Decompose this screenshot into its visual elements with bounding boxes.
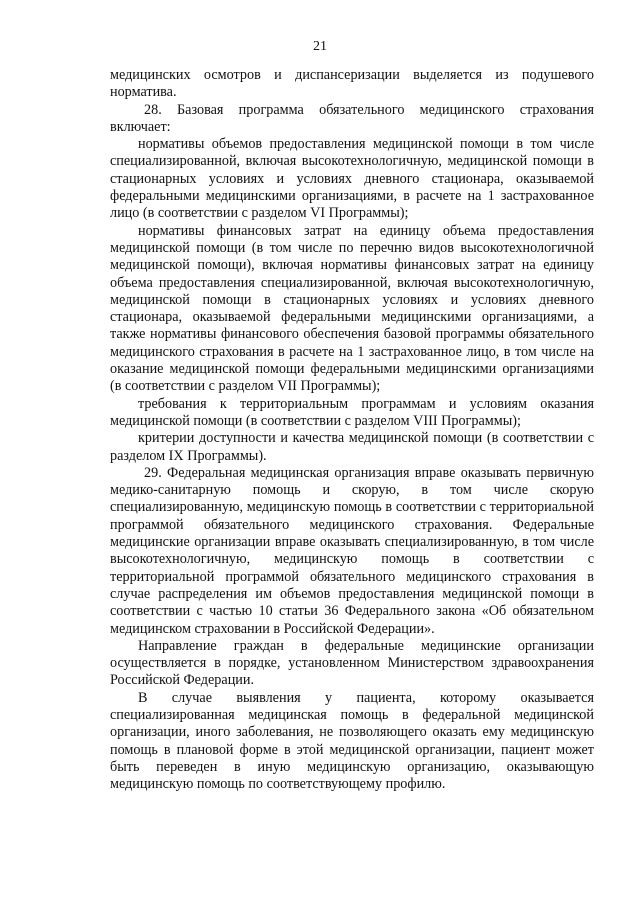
- paragraph-volume-norms: нормативы объемов предоставления медицинской помощи в том числе специализированной, включая высокотехнологичную, медицинской помощи в стационарных условиях и условиях дневного стационара, оказываемой федеральными медицинскими организациями, в расчете на 1 застрахованное лицо (в соответствии с разделом VI Программы);: [110, 136, 594, 222]
- page-number: 21: [313, 39, 327, 54]
- paragraph-financial-norms: нормативы финансовых затрат на единицу объема предоставления медицинской помощи (в том числе по перечню видов высокотехнологичной медицинской помощи), включая нормативы финансовых затрат на единицу объема предоставления специализированной, включая высокотехнологичную, медицинской помощи в стационарных условиях и условиях дневного стационара, оказываемой федеральными медицинскими организациями, а также нормативы финансового обеспечения базовой программы обязательного медицинского страхования в расчете на 1 застрахованное лицо, в том числе на оказание медицинской помощи федеральными медицинскими организациями (в соответствии с разделом VII Программы);: [110, 222, 594, 395]
- paragraph-transfer: В случае выявления у пациента, которому оказывается специализированная медицинская помощь в федеральной медицинской организации, иного заболевания, не позволяющего оказать ему медицинскую помощь в плановой форме в этой медицинской организации, пациент может быть переведен в иную медицинскую организацию, оказывающую медицинскую помощь по соответствующему профилю.: [110, 689, 594, 793]
- paragraph-referral: Направление граждан в федеральные медицинские организации осуществляется в порядке, установленном Министерством здравоохранения Российской Федерации.: [110, 637, 594, 689]
- paragraph-28: 28. Базовая программа обязательного медицинского страхования включает:: [110, 101, 594, 135]
- document-body: [110, 67, 594, 793]
- paragraph-territorial-requirements: требования к территориальным программам и условиям оказания медицинской помощи (в соответствии с разделом VIII Программы);: [110, 395, 594, 429]
- paragraph-quality-criteria: критерии доступности и качества медицинской помощи (в соответствии с разделом IX Программы).: [110, 430, 594, 464]
- paragraph-29: 29. Федеральная медицинская организация вправе оказывать первичную медико-санитарную помощь и скорую, в том числе скорую специализированную, медицинскую помощь в соответствии с территориальной программой обязательного медицинского страхования. Федеральные медицинские организации вправе оказывать специализированную, в том числе высокотехнологичную, медицинскую помощь в соответствии с территориальной программой обязательного медицинского страхования в случае распределения им объемов предоставления медицинской помощи в соответствии с частью 10 статьи 36 Федерального закона «Об обязательном медицинском страховании в Российской Федерации».: [110, 464, 594, 637]
- paragraph-continuation: медицинских осмотров и диспансеризации выделяется из подушевого норматива.: [110, 67, 594, 101]
